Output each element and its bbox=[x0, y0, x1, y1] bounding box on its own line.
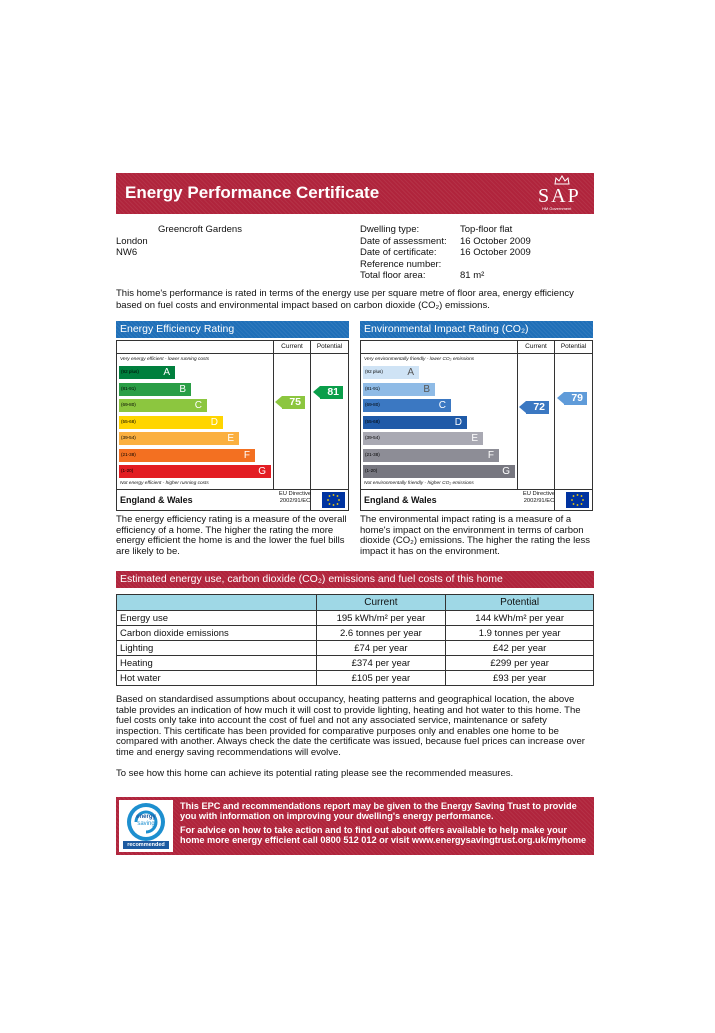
col-potential-header: Potential bbox=[560, 343, 587, 350]
top-note: Very energy efficient - lower running costs bbox=[120, 357, 210, 362]
band-range-label: (55-68) bbox=[121, 418, 136, 424]
band-range-label: (1-20) bbox=[121, 468, 134, 473]
band-letter: F bbox=[243, 449, 250, 461]
table-header-row bbox=[117, 595, 594, 611]
band-range-label: (39-54) bbox=[365, 435, 380, 440]
band-range-label: (92 plus) bbox=[121, 369, 139, 374]
estimated-section-title: Estimated energy use, carbon dioxide (CO₂) emissions and fuel costs of this home bbox=[116, 571, 594, 588]
costs-table bbox=[116, 594, 594, 686]
rating-chart bbox=[116, 340, 349, 511]
table-row bbox=[117, 626, 594, 641]
rating-band-e bbox=[119, 432, 239, 445]
rating-band-a bbox=[119, 366, 175, 379]
region-label: England & Wales bbox=[364, 495, 437, 505]
recommended-measures-paragraph: To see how this home can achieve its potential rating please see the recommended measures. bbox=[116, 768, 514, 779]
footer-banner bbox=[116, 797, 594, 855]
rating-band-d bbox=[119, 416, 223, 429]
band-letter: F bbox=[487, 449, 494, 461]
detail-value: Top-floor flat bbox=[460, 224, 513, 235]
sap-logo bbox=[538, 176, 588, 210]
detail-label: Total floor area: bbox=[360, 270, 426, 281]
band-range-label: (92 plus) bbox=[365, 369, 383, 374]
table-row bbox=[117, 656, 594, 671]
logo-word-1: energy bbox=[136, 814, 156, 820]
current-rating-arrow bbox=[275, 396, 305, 409]
eu-directive-label: EU Directive 2002/91/EC bbox=[278, 491, 312, 504]
environment-explanation: The environmental impact rating is a measure of a home's impact on the environment in terms of carbon dioxide (CO₂) emissions. The higher the rating the less impact it has on the environment. bbox=[360, 514, 591, 557]
detail-label: Dwelling type: bbox=[360, 224, 420, 235]
rating-band-c bbox=[363, 399, 451, 412]
band-letter: B bbox=[423, 383, 430, 395]
table-header: Potential bbox=[446, 595, 594, 611]
top-note: Very environmentally friendly - lower CO₂ emissions bbox=[364, 357, 475, 362]
table-cell: £42 per year bbox=[446, 641, 594, 656]
panel-title: Environmental Impact Rating (CO₂) bbox=[360, 321, 593, 338]
potential-rating-arrow bbox=[557, 392, 587, 405]
table-cell: £74 per year bbox=[316, 641, 446, 656]
table-cell: Hot water bbox=[117, 671, 317, 686]
band-range-label: (69-80) bbox=[121, 402, 136, 407]
band-range-label: (1-20) bbox=[365, 468, 378, 473]
page-title: Energy Performance Certificate bbox=[125, 183, 380, 202]
detail-value: 16 October 2009 bbox=[460, 247, 531, 258]
band-letter: E bbox=[471, 433, 478, 444]
sap-logo-subtext: HM Government bbox=[542, 206, 572, 211]
eu-flag-icon bbox=[566, 492, 589, 508]
table-cell: Lighting bbox=[117, 641, 317, 656]
current-rating-arrow bbox=[519, 401, 549, 414]
table-row bbox=[117, 641, 594, 656]
rating-band-c bbox=[119, 399, 207, 412]
band-letter: C bbox=[438, 400, 446, 411]
current-rating-value: 72 bbox=[533, 401, 545, 413]
band-range-label: (39-54) bbox=[121, 435, 136, 440]
detail-value: 16 October 2009 bbox=[460, 236, 531, 247]
table-header: Current bbox=[316, 595, 446, 611]
table-cell: 2.6 tonnes per year bbox=[316, 626, 446, 641]
potential-rating-value: 79 bbox=[571, 392, 583, 404]
address-line-3: NW6 bbox=[116, 247, 138, 258]
rating-band-g bbox=[119, 465, 271, 478]
table-row bbox=[117, 611, 594, 626]
footer-text-2: For advice on how to take action and to find out about offers available to help make your home more energy efficient call 0800 512 012 or visit www.energysavingtrust.org.uk/myhome bbox=[180, 825, 587, 846]
eu-flag-icon bbox=[322, 492, 345, 508]
rating-band-e bbox=[363, 432, 483, 445]
band-range-label: (81-91) bbox=[121, 385, 136, 391]
col-potential-header: Potential bbox=[316, 343, 343, 350]
address-line-2: London bbox=[116, 236, 148, 247]
address-line-1: Greencroft Gardens bbox=[158, 224, 242, 235]
current-rating-value: 75 bbox=[289, 396, 301, 408]
bottom-note: Not energy efficient - higher running costs bbox=[120, 481, 209, 486]
table-cell: 144 kWh/m² per year bbox=[446, 611, 594, 626]
assumptions-paragraph: Based on standardised assumptions about occupancy, heating patterns and geographical location, the above table provides an indication of how much it will cost to provide lighting, heating and hot water to this home. The fuel costs only take into account the cost of fuel and not any associated service, maintenance or safety inspection. This certificate has been provided for comparative purposes only and enables one home to be compared with another. Always check the date the certificate was issued, because fuel prices can increase over time and energy saving recommendations will evolve. bbox=[116, 694, 585, 758]
table-cell: £93 per year bbox=[446, 671, 594, 686]
table-cell: 1.9 tonnes per year bbox=[446, 626, 594, 641]
band-letter: G bbox=[502, 466, 510, 477]
table-row bbox=[117, 671, 594, 686]
energy-efficiency-panel bbox=[116, 321, 349, 511]
energy-saving-recommended-logo bbox=[119, 800, 173, 852]
bottom-note: Not environmentally friendly - higher CO₂ emissions bbox=[364, 481, 474, 486]
region-label: England & Wales bbox=[120, 495, 193, 505]
logo-word-2: saving bbox=[137, 821, 155, 827]
potential-rating-arrow bbox=[313, 386, 343, 399]
table-cell: Heating bbox=[117, 656, 317, 671]
intro-text: This home's performance is rated in terms of the energy use per square metre of floor area, energy efficiency based on fuel costs and environmental impact based on carbon dioxide (CO₂) emissions. bbox=[116, 288, 574, 311]
table-cell: £105 per year bbox=[316, 671, 446, 686]
detail-value: 81 m² bbox=[460, 270, 485, 281]
table-cell: £374 per year bbox=[316, 656, 446, 671]
footer-text-1: This EPC and recommendations report may be given to the Energy Saving Trust to provide you with information on improving your dwelling's energy performance. bbox=[180, 801, 577, 822]
band-letter: B bbox=[179, 383, 186, 395]
eu-directive-label: EU Directive 2002/91/EC bbox=[522, 491, 556, 504]
band-letter: A bbox=[163, 367, 170, 378]
rating-band-g bbox=[363, 465, 515, 478]
band-range-label: (81-91) bbox=[365, 385, 380, 391]
col-current-header: Current bbox=[281, 343, 303, 350]
rating-band-f bbox=[363, 449, 499, 462]
band-letter: E bbox=[227, 433, 234, 444]
table-cell: Carbon dioxide emissions bbox=[117, 626, 317, 641]
band-range-label: (55-68) bbox=[365, 418, 380, 424]
efficiency-explanation: The energy efficiency rating is a measure of the overall efficiency of a home. The higher the rating the more energy efficient the home is and the lower the fuel bills are likely to be. bbox=[116, 514, 347, 557]
band-letter: D bbox=[210, 416, 218, 428]
detail-label: Reference number: bbox=[360, 259, 442, 270]
rating-band-d bbox=[363, 416, 467, 429]
band-range-label: (21-38) bbox=[365, 451, 380, 457]
rating-band-b bbox=[363, 383, 435, 396]
band-letter: D bbox=[454, 416, 462, 428]
table-cell: £299 per year bbox=[446, 656, 594, 671]
detail-label: Date of assessment: bbox=[360, 236, 447, 247]
panel-title: Energy Efficiency Rating bbox=[116, 321, 349, 338]
crown-icon bbox=[554, 175, 570, 185]
band-letter: C bbox=[194, 400, 202, 411]
potential-rating-value: 81 bbox=[327, 386, 339, 398]
table-cell: 195 kWh/m² per year bbox=[316, 611, 446, 626]
logo-word-3: recommended bbox=[127, 842, 165, 848]
band-letter: A bbox=[407, 367, 414, 378]
sap-logo-text: SAP bbox=[538, 185, 581, 207]
header-banner bbox=[116, 173, 594, 214]
band-letter: G bbox=[258, 466, 266, 477]
band-range-label: (69-80) bbox=[365, 402, 380, 407]
rating-band-a bbox=[363, 366, 419, 379]
table-header bbox=[117, 595, 317, 611]
table-cell: Energy use bbox=[117, 611, 317, 626]
rating-chart bbox=[360, 340, 593, 511]
rating-band-f bbox=[119, 449, 255, 462]
environmental-impact-panel bbox=[360, 321, 593, 511]
band-range-label: (21-38) bbox=[121, 451, 136, 457]
col-current-header: Current bbox=[525, 343, 547, 350]
rating-band-b bbox=[119, 383, 191, 396]
detail-label: Date of certificate: bbox=[360, 247, 437, 258]
